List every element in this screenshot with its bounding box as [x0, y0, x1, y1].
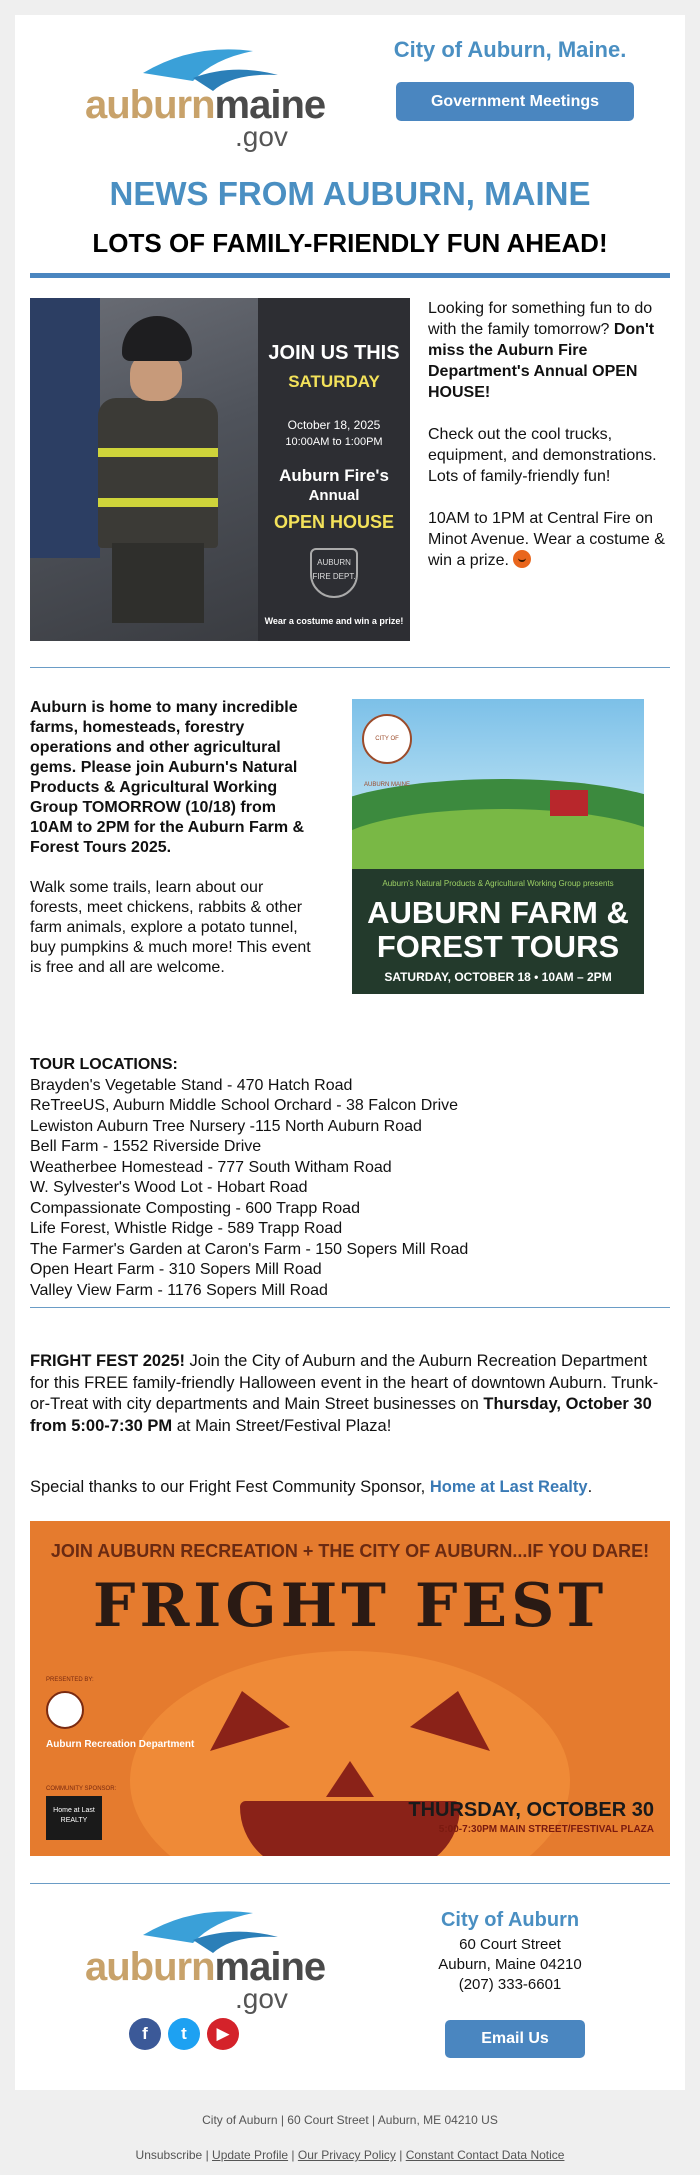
list-item: Lewiston Auburn Tree Nursery -115 North Auburn Road — [30, 1117, 422, 1135]
logo-wordmark: auburnmaine — [85, 1945, 326, 1989]
auburnmaine-logo[interactable] — [85, 33, 326, 152]
sponsor-link[interactable]: Home at Last Realty — [429, 1478, 588, 1496]
fright-fest-date: Thursday, October 30 from 5:00-7:30 PM — [30, 1395, 652, 1435]
fright-fest-text: Join the City of Auburn and the Auburn Recreation Department for this FREE family-friendly Halloween event in the heart of downtown Auburn. Trunk-or-Treat with city departments and Main Street businesses on — [30, 1352, 659, 1413]
footer-street: 60 Court Street — [459, 1936, 561, 1953]
separator: | — [395, 2148, 406, 2162]
separator: | — [288, 2148, 298, 2162]
footer-phone: (207) 333-6601 — [458, 1976, 562, 1993]
farm-flyer-date: SATURDAY, OCTOBER 18 • 10AM – 2PM — [384, 970, 612, 984]
list-item: W. Sylvester's Wood Lot - Hobart Road — [30, 1179, 308, 1196]
list-item: Brayden's Vegetable Stand - 470 Hatch Road — [30, 1076, 353, 1094]
farm-flyer-pretitle: Auburn's Natural Products & Agricultural Working Group presents — [382, 879, 614, 888]
logo-gov-suffix: .gov — [235, 121, 288, 152]
fire-dept-badge-icon: AUBURN FIRE DEPT. — [310, 548, 358, 598]
tour-locations-heading: TOUR LOCATIONS: — [30, 1056, 178, 1073]
sponsor-thanks — [30, 1477, 670, 1499]
fire-flyer-panel — [258, 298, 410, 641]
fright-presented-by: PRESENTED BY: — [46, 1677, 94, 1683]
news-title: NEWS FROM AUBURN, MAINE — [109, 175, 591, 212]
list-item: ReTreeUS, Auburn Middle School Orchard - 38 Falcon Drive — [30, 1097, 459, 1114]
footer-address-line: City of Auburn | 60 Court Street | Auburn, ME 04210 US — [202, 2113, 498, 2127]
list-item: Open Heart Farm - 310 Sopers Mill Road — [30, 1261, 322, 1278]
auburnmaine-logo-footer[interactable] — [85, 1895, 326, 2014]
flyer-time: 10:00AM to 1:00PM — [285, 436, 383, 448]
fire-description — [428, 298, 673, 592]
list-item: Valley View Farm - 1176 Sopers Mill Road — [30, 1281, 328, 1299]
headline: LOTS OF FAMILY-FRIENDLY FUN AHEAD! — [92, 228, 608, 258]
youtube-icon[interactable]: ▶ — [207, 2018, 239, 2050]
email-card — [15, 15, 685, 2090]
facebook-icon[interactable]: f — [129, 2018, 161, 2050]
section-divider — [30, 667, 670, 668]
tour-locations — [30, 1055, 650, 1301]
pumpkin-icon — [513, 550, 531, 568]
farm-body: Walk some trails, learn about our forests, meet chickens, rabbits & other farm animals, explore a potato tunnel, buy pumpkins & much more! This event is free and all are welcome. — [30, 879, 311, 976]
section-divider — [30, 1307, 670, 1308]
farm-intro-bold: Auburn is home to many incredible farms, homesteads, forestry operations and other agricultural gems. Please join Auburn's Natural Products & Agricultural Working Group TOMORROW (10/18) from 10AM to 2PM for the Auburn Farm & Forest Tours 2025. — [30, 699, 305, 856]
flyer-join-text: JOIN US THIS — [268, 342, 400, 364]
farm-forest-tours-image[interactable] — [352, 699, 644, 994]
data-notice-link[interactable]: Constant Contact Data Notice — [405, 2148, 565, 2162]
section-divider — [30, 1883, 670, 1884]
fright-fest-description — [30, 1351, 670, 1437]
list-item: Bell Farm - 1552 Riverside Drive — [30, 1138, 262, 1155]
fright-fest-lead: FRIGHT FEST 2025! — [30, 1352, 185, 1370]
farm-flyer-title-2: FOREST TOURS — [376, 929, 620, 964]
city-title: City of Auburn, Maine. — [393, 37, 627, 62]
child-firefighter-photo — [30, 298, 258, 641]
flyer-annual: Annual — [308, 487, 360, 504]
fright-flyer-title: FRIGHT FEST — [92, 1571, 608, 1641]
fright-flyer-date: THURSDAY, OCTOBER 30 — [408, 1799, 654, 1821]
city-seal-icon — [46, 1691, 84, 1729]
flyer-saturday-text: SATURDAY — [288, 372, 380, 391]
sponsor-thanks-end: . — [587, 1478, 593, 1496]
fire-open-house-image[interactable] — [30, 298, 410, 641]
city-seal-icon: CITY OF AUBURN MAINE — [362, 714, 412, 764]
fire-time-location: 10AM to 1PM at Central Fire on Minot Avenue. Wear a costume & win a prize. — [428, 510, 665, 569]
fright-fest-image[interactable] — [30, 1521, 670, 1856]
fire-details: Check out the cool trucks, equipment, and demonstrations. Lots of family-friendly fun! — [428, 426, 657, 485]
logo-gov-suffix: .gov — [235, 1983, 288, 2014]
recreation-logo: Auburn Recreation Department — [46, 1739, 195, 1750]
barn-icon — [550, 790, 588, 816]
footer-city-state: Auburn, Maine 04210 — [438, 1956, 582, 1973]
sponsor-logo: Home at Last REALTY — [46, 1796, 102, 1840]
fright-flyer-location: 5:00-7:30PM MAIN STREET/FESTIVAL PLAZA — [438, 1824, 654, 1835]
flyer-title: Auburn Fire's — [279, 466, 389, 485]
fright-flyer-tagline: JOIN AUBURN RECREATION + THE CITY OF AUBURN...IF YOU DARE! — [50, 1541, 650, 1561]
fright-community-sponsor: COMMUNITY SPONSOR: — [46, 1786, 117, 1792]
footer-links — [0, 2148, 700, 2162]
list-item: Compassionate Composting - 600 Trapp Road — [30, 1199, 360, 1217]
update-profile-link[interactable]: Update Profile — [212, 2148, 289, 2162]
farm-flyer-title-1: AUBURN FARM & — [367, 895, 629, 930]
email-us-button[interactable]: Email Us — [445, 2020, 585, 2058]
footer-city-name: City of Auburn — [440, 1909, 580, 1931]
privacy-policy-link[interactable]: Our Privacy Policy — [297, 2148, 396, 2162]
flyer-date: October 18, 2025 — [287, 418, 381, 432]
list-item: Life Forest, Whistle Ridge - 589 Trapp Road — [30, 1220, 343, 1237]
fright-fest-location: at Main Street/Festival Plaza! — [172, 1416, 392, 1435]
fire-intro: Looking for something fun to do with the family tomorrow? — [428, 300, 653, 338]
flyer-wear-costume: Wear a costume and win a prize! — [264, 616, 404, 626]
sponsor-thanks-text: Special thanks to our Fright Fest Community Sponsor, — [30, 1478, 430, 1496]
logo-wordmark: auburnmaine — [85, 83, 326, 127]
header-divider — [30, 273, 670, 278]
unsubscribe-link[interactable]: Unsubscribe — [135, 2148, 203, 2162]
flyer-open-house: OPEN HOUSE — [273, 512, 395, 532]
list-item: The Farmer's Garden at Caron's Farm - 150 Sopers Mill Road — [30, 1240, 469, 1258]
fire-intro-bold: Don't miss the Auburn Fire Department's Annual OPEN HOUSE! — [428, 321, 655, 401]
farm-description — [30, 698, 315, 978]
separator: | — [202, 2148, 213, 2162]
government-meetings-button[interactable]: Government Meetings — [396, 82, 634, 121]
list-item: Weatherbee Homestead - 777 South Witham Road — [30, 1158, 392, 1176]
twitter-icon[interactable]: t — [168, 2018, 200, 2050]
